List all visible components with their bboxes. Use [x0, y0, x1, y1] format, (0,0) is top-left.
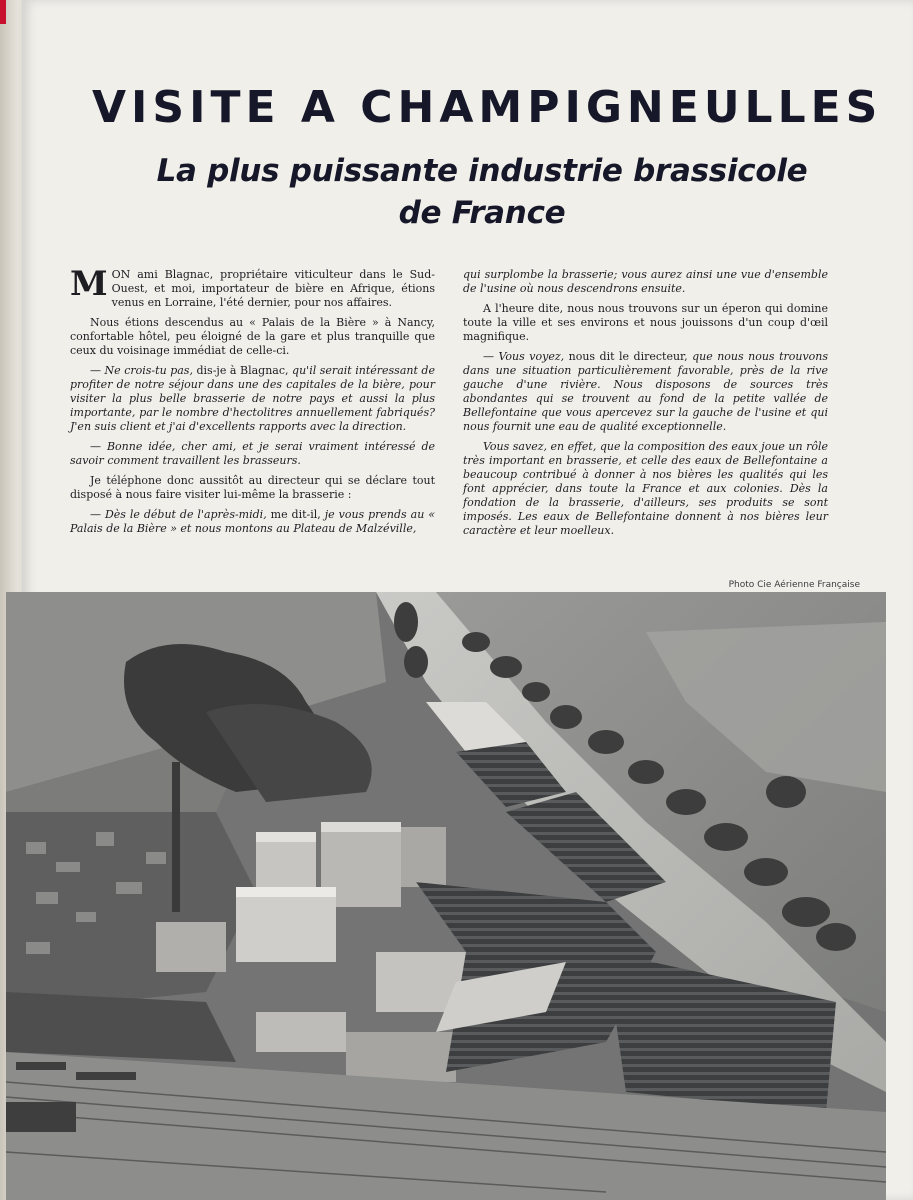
article-title: VISITE A CHAMPIGNEULLES [92, 82, 883, 133]
subtitle-line-2: de France [398, 195, 566, 231]
aerial-photo-drawing [6, 592, 886, 1200]
article-column-left [70, 264, 435, 542]
spine-red-mark [0, 0, 6, 24]
paragraph: — Ne crois-tu pas, dis-je à Blagnac, qu'il serait intéressant de profiter de notre séjour dans une des capitales de la bière, pour visiter la plus belle brasserie de notre pays et aussi la plus importante, par le nombre d'hectolitres annuellement fabriqués? J'en suis client et j'ai d'excellents rapports avec la direction. [70, 364, 435, 433]
photo-credit: Photo Cie Aérienne Française [728, 580, 860, 590]
article-column-right [463, 268, 828, 544]
aerial-photo [6, 592, 886, 1200]
subtitle-line-1: La plus puissante industrie brassicole [156, 153, 808, 189]
paragraph: Vous savez, en effet, que la composition des eaux joue un rôle très important en brasserie, et celle des eaux de Bellefontaine a beaucoup contribué à donner à nos bières les qualités qui les font apprécier, dans toute la France et aux colonies. Dès la fondation de la brasserie, d'ailleurs, ses produits se sont imposés. Les eaux de Bellefontaine donnent à nos bières leur caractère et leur moelleux. [463, 440, 828, 537]
paragraph: Nous étions descendus au « Palais de la Bière » à Nancy, confortable hôtel, peu éloigné de la gare et plus tranquille que ceux du voisinage immédiat de celle-ci. [70, 316, 435, 357]
article-subtitle [82, 150, 882, 234]
drop-cap: M [70, 264, 108, 304]
paragraph: qui surplombe la brasserie; vous aurez ainsi une vue d'ensemble de l'usine où nous descendrons ensuite. [463, 268, 828, 295]
paragraph: — Dès le début de l'après-midi, me dit-il, je vous prends au « Palais de la Bière » et nous montons au Plateau de Malzéville, [70, 508, 435, 535]
paragraph: — Bonne idée, cher ami, et je serai vraiment intéressé de savoir comment travaillent les brasseurs. [70, 440, 435, 467]
paragraph: MON ami Blagnac, propriétaire viticulteur dans le Sud-Ouest, et moi, importateur de bière en Afrique, étions venus en Lorraine, l'été dernier, pour nos affaires. [70, 264, 435, 309]
paragraph: A l'heure dite, nous nous trouvons sur un éperon qui domine toute la ville et ses environs et nous jouissons d'un coup d'œil magnifique. [463, 302, 828, 343]
paragraph: Je téléphone donc aussitôt au directeur qui se déclare tout disposé à nous faire visiter lui-même la brasserie : [70, 474, 435, 501]
paragraph: — Vous voyez, nous dit le directeur, que nous nous trouvons dans une situation particulièrement favorable, près de la rive gauche d'une rivière. Nous disposons de sources très abondantes qui se trouvent au fond de la petite vallée de Bellefontaine que vous apercevez sur la gauche de l'usine et qui nous fournit une eau de qualité exceptionnelle. [463, 350, 829, 433]
